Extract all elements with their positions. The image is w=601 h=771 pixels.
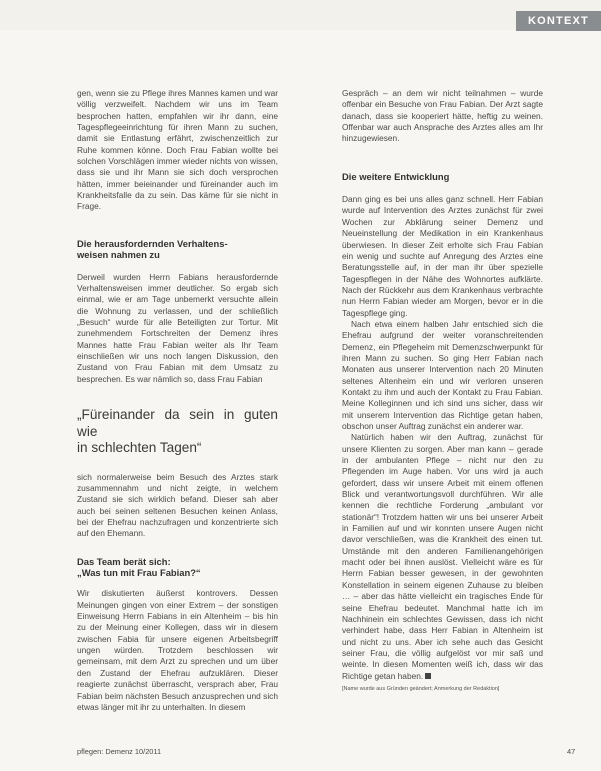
pull-quote-line: „Füreinander da sein in guten wie bbox=[77, 407, 278, 439]
journal-footer: pflegen: Demenz 10/2011 bbox=[77, 747, 162, 756]
paragraph: Nach etwa einem halben Jahr entschied sich die Ehefrau aufgrund der weiter voranschreitenden Demenz, ein Pflegeheim mit Demenzschwerpunkt für ihren Mann zu suchen. So ging Herr Fabian nach Monaten aus unserer Intervention nach 20 Minuten seltenes Altenheim ein und wir verloren unseren Kontakt zu ihm und auch der Kontakt zu Frau Fabian. Meine Kolleginnen und ich sind uns sicher, dass wir mit unserem Intervention das Richtige getan haben, obschon unser Auftrag zunächst ein anderer war. bbox=[342, 318, 543, 431]
heading-line: weisen nahmen zu bbox=[77, 249, 160, 261]
section-heading: Die weitere Entwicklung bbox=[342, 170, 450, 182]
paragraph: sich normalerweise beim Besuch des Arztes stark zusammennahm und nicht zeigte, in welchem Zustand sie sich wirklich befand. Dieser sah aber auch bei seinen seltenen Besuchen keinen Anlass, bei der Ehefrau nachzufragen und konzentrierte sich auf den Ehemann. bbox=[77, 471, 278, 539]
heading-line: Die herausfordernden Verhaltens- bbox=[77, 237, 228, 249]
paragraph: Dann ging es bei uns alles ganz schnell. Herr Fabian wurde auf Intervention des Arztes zunächst für zwei Wochen zur Abklärung seiner Demenz und Neueinstellung der Medikation in ein Krankenhaus überwiesen. In dieser Zeit erholte sich Frau Fabian ein wenig und suchte auf Anregung des Arztes eine Beratungsstelle auf, in der man ihr über spezielle Tagespflegen in der Nähe des Wohnortes aufklärte. Nach der Rückkehr aus dem Krankenhaus verbrachte nun Herrn Fabian wieder am Morgen, bevor er in die Tagespflege ging. bbox=[342, 194, 543, 318]
pull-quote-line: in schlechten Tagen“ bbox=[77, 440, 202, 456]
right-column bbox=[342, 88, 543, 693]
left-column bbox=[77, 88, 278, 713]
section-heading bbox=[77, 238, 278, 261]
footnote: [Name wurde aus Gründen geändert; Anmerkung der Redaktion] bbox=[342, 685, 500, 692]
end-mark-icon bbox=[425, 673, 431, 679]
pull-quote bbox=[77, 407, 278, 457]
heading-line: „Was tun mit Frau Fabian?“ bbox=[77, 567, 201, 578]
page-number: 47 bbox=[567, 747, 576, 756]
paragraph: Wir diskutierten äußerst kontrovers. Dessen Meinungen gingen von einer Extrem – der sonstigen Einweisung Herrn Fabians in ein Altenheim – bis hin zu der Meinung einer Kollegen, dass wir in diesem zwischen Fabia für unsere eigenen Arbeitsbegriff ungen würden. Trotzdem beschlossen wir gemeinsam, mit dem Arzt zu sprechen und um über den Zustand der Ehefrau aufzuklären. Dieser reagierte zunächst überrascht, versprach aber, Frau Fabian beim nächsten Besuch anzusprechen und sich etwas länger mit ihr zu unterhalten. In diesem bbox=[77, 588, 278, 712]
paragraph bbox=[342, 432, 543, 682]
paragraph-text: Natürlich haben wir den Auftrag, zunächst für unsere Klienten zu sorgen. Aber man kann – gerade in der ambulanten Pflege – nicht nur den zu Pflegenden im Auge haben. Vor uns wird ja auch gefordert, dass wir unsere Arbeit mit einem offenen Blick und verantwortungsvoll durchführen. Wir alle kennen die rechtliche Forderung „ambulant vor stationär“! Trotzdem hatten wir uns bei unserer Arbeit in Familien auf und wir konnten unsere Augen nicht davor verschließen, was die Krankheit des einen tut. Umstände mit den anderen Familienangehörigen macht oder bei ihnen auslöst. Vielleicht wäre es für Herrn Fabian besser gewesen, in der gewohnten Konstellation in seinem eigenen Zuhause zu bleiben … – aber das hätte vielleicht ein tragisches Ende für seine Ehefrau bedeutet. Manchmal hatte ich im Nachhinein ein schlechtes Gewissen, dass ich nicht verhindert habe, dass Herr Fabian in Altenheim ist und nicht zu uns. Aber ich sehe auch das Gesicht seiner Frau, die völlig aufgelöst vor mir saß und weinte. In diesen Momenten weiß ich, dass wir das Richtige getan haben. bbox=[342, 432, 543, 681]
heading-line: Das Team berät sich: bbox=[77, 555, 171, 567]
section-label: KONTEXT bbox=[516, 11, 601, 31]
section-heading bbox=[77, 556, 278, 579]
paragraph: gen, wenn sie zu Pflege ihres Mannes kamen und war völlig verzweifelt. Nachdem wir uns im Team besprochen hatten, empfahlen wir ihr dann, eine Tagespflegeeinrichtung für ihren Mann zu suchen, damit sie Entlastung erfährt, zwischenzeitlich zur Ruhe kommen könne. Doch Frau Fabian wollte bei solchen Vorschlägen immer wieder nichts von wissen, dass sie und ihr Mann sie sich doch versprochen hätten, immer beieinander und füreinander auch im Krankheitsfalle da zu sein. Das käme für sie nicht in Frage. bbox=[77, 88, 278, 212]
paragraph: Gespräch – an dem wir nicht teilnahmen – wurde offenbar ein Besuche von Frau Fabian. Der Arzt sagte danach, dass sie kooperiert hätte, heftig zu weinen. Offenbar war auch Ansprache des Arztes alles am Ihr hinzugewiesen. bbox=[342, 88, 543, 144]
header-bar bbox=[0, 0, 601, 30]
paragraph: Derweil wurden Herrn Fabians herausfordernde Verhaltensweisen immer deutlicher. So ergab sich einmal, wie er am Tage unbemerkt versuchte allein die Wohnung zu verlassen, und der schließlich „Besuch“ wurde für alle Beteiligten zur Tortur. Mit zunehmendem Fortschreiten der Demenz ihres Mannes hatte Frau Fabian weiter als Ihr Team einschließen wir uns noch langen Diskussion, den Zustand von Frau Fabian mit dem Umsatz zu besprechen. Es war nämlich so, dass Frau Fabian bbox=[77, 271, 278, 384]
